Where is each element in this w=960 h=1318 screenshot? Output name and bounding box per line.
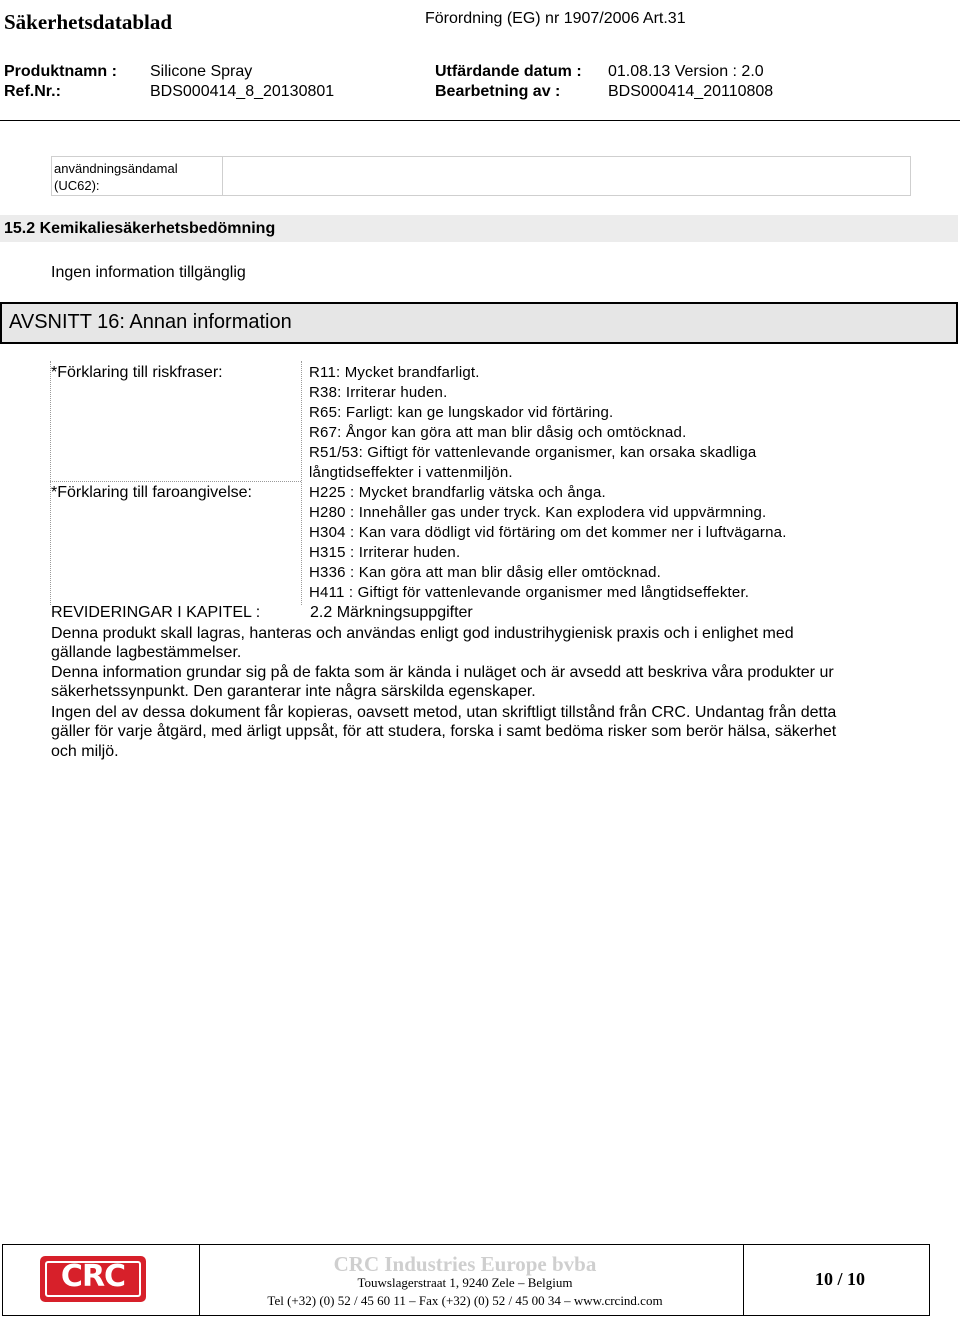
risk-phrases-label: *Förklaring till riskfraser: [51, 364, 223, 381]
risk-phrase-line: R11: Mycket brandfarligt. [309, 364, 480, 381]
product-name-value: Silicone Spray [150, 63, 253, 80]
hazard-statement-line: H411 : Giftigt för vattenlevande organismer med långtidseffekter. [309, 584, 750, 601]
risk-phrase-line: R65: Farligt: kan ge lungskador vid förtäring. [309, 404, 614, 421]
disclaimer-line: och miljö. [51, 743, 119, 760]
company-address: Touwslagerstraat 1, 9240 Zele – Belgium [357, 1275, 573, 1290]
risk-phrase-line: R67: Ångor kan göra att man blir dåsig och omtöcknad. [309, 424, 687, 441]
disclaimer-line: Ingen del av dessa dokument får kopieras, oavsett metod, utan skriftligt tillstånd från CRC. Undantag från detta [51, 704, 837, 721]
section-15-2-title: 15.2 Kemikaliesäkerhetsbedömning [4, 220, 276, 237]
use-purpose-label-line2: (UC62): [54, 178, 100, 193]
crc-logo [40, 1256, 146, 1302]
page-number: 10 / 10 [814, 1269, 865, 1289]
use-purpose-divider [222, 157, 223, 195]
footer-divider-right [743, 1245, 744, 1315]
use-purpose-label-line1: användningsändamal [54, 161, 178, 176]
hazard-statement-line: H336 : Kan göra att man blir dåsig eller omtöcknad. [309, 564, 662, 581]
revisions-value: 2.2 Märkningsuppgifter [310, 604, 473, 621]
ref-nr-label: Ref.Nr.: [4, 83, 61, 100]
regulation-reference: Förordning (EG) nr 1907/2006 Art.31 [425, 10, 686, 27]
hazard-statement-line: H304 : Kan vara dödligt vid förtäring om det kommer ner i luftvägarna. [309, 524, 787, 541]
table-border-left [50, 361, 51, 605]
hazard-statement-line: H315 : Irriterar huden. [309, 544, 461, 561]
risk-phrase-line: R38: Irriterar huden. [309, 384, 448, 401]
product-name-label: Produktnamn : [4, 63, 117, 80]
edited-by-label: Bearbetning av : [435, 83, 561, 100]
disclaimer-line: säkerhetssynpunkt. Den garanterar inte några särskilda egenskaper. [51, 683, 536, 700]
edited-by-value: BDS000414_20110808 [608, 83, 774, 100]
disclaimer-line: Denna produkt skall lagras, hanteras och användas enligt god industrihygienisk praxis och i enlighet med [51, 625, 794, 642]
hazard-statement-line: H225 : Mycket brandfarlig vätska och ånga. [309, 484, 606, 501]
disclaimer-line: gäller för varje åtgärd, med ärligt uppsåt, för att studera, forska i samt bedöma risker som berör hälsa, säkerhet [51, 723, 837, 740]
ref-nr-value: BDS000414_8_20130801 [150, 83, 335, 100]
table-row-divider [50, 481, 301, 482]
issue-date-label: Utfärdande datum : [435, 63, 582, 80]
section-16-title: AVSNITT 16: Annan information [9, 311, 292, 333]
hazard-statements-label: *Förklaring till faroangivelse: [51, 484, 252, 501]
header-divider [0, 120, 960, 121]
revisions-label: REVIDERINGAR I KAPITEL : [51, 604, 261, 621]
risk-phrase-line: långtidseffekter i vattenmiljön. [309, 464, 513, 481]
table-border-middle [301, 361, 302, 605]
section-15-2-text: Ingen information tillgänglig [51, 264, 246, 281]
crc-logo-text: CRC [60, 1259, 126, 1294]
document-title: Säkerhetsdatablad [4, 10, 173, 34]
hazard-statement-line: H280 : Innehåller gas under tryck. Kan explodera vid uppvärmning. [309, 504, 767, 521]
disclaimer-line: gällande lagbestämmelser. [51, 644, 242, 661]
company-name: CRC Industries Europe bvba [333, 1252, 597, 1276]
company-contact: Tel (+32) (0) 52 / 45 60 11 – Fax (+32) (0) 52 / 45 00 34 – www.crcind.com [267, 1293, 663, 1308]
issue-date-value: 01.08.13 Version : 2.0 [608, 63, 764, 80]
disclaimer-line: Denna information grundar sig på de fakta som är kända i nuläget och är avsedd att beskriva våra produkter ur [51, 664, 834, 681]
risk-phrase-line: R51/53: Giftigt för vattenlevande organismer, kan orsaka skadliga [309, 444, 757, 461]
use-purpose-label [54, 160, 219, 194]
